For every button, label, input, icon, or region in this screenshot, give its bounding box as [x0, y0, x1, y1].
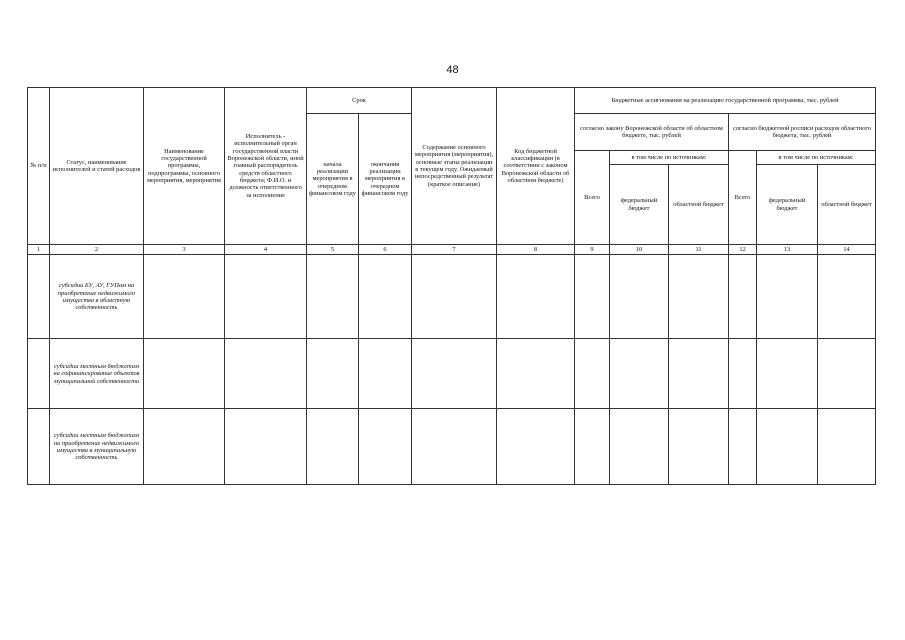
table-cell	[575, 409, 610, 485]
column-number: 11	[669, 245, 729, 255]
table-cell	[610, 255, 669, 339]
table-cell	[225, 409, 307, 485]
row-number-cell	[28, 409, 50, 485]
table-cell	[818, 255, 876, 339]
header-by-law: согласно закону Воронежской области об областном бюджете, тыс. рублей	[575, 114, 729, 151]
table-cell	[412, 339, 497, 409]
table-cell	[359, 409, 412, 485]
row-status: субсидии местным бюджетам на софинансирование объектов муниципальной собственности	[50, 339, 144, 409]
column-number: 4	[225, 245, 307, 255]
row-status: субсидии БУ, АУ, ГУПам на приобретение недвижимого имущества в областную собственность	[50, 255, 144, 339]
table-cell	[818, 339, 876, 409]
table-cell	[307, 409, 359, 485]
header-start: начала реализации мероприятия в очередном финансовом году	[307, 114, 359, 245]
column-number: 14	[818, 245, 876, 255]
table-cell	[225, 339, 307, 409]
table-cell	[307, 339, 359, 409]
table-cell	[610, 339, 669, 409]
header-status: Статус, наименование исполнителей и статей расходов	[50, 88, 144, 245]
row-number-cell	[28, 255, 50, 339]
column-number: 6	[359, 245, 412, 255]
column-number: 2	[50, 245, 144, 255]
table-cell	[757, 339, 818, 409]
header-total-list: Всего	[729, 151, 757, 245]
column-number: 9	[575, 245, 610, 255]
header-budget-code: Код бюджетной классификации (в соответствии с законом Воронежской области об областном бюджете)	[497, 88, 575, 245]
table-cell	[575, 255, 610, 339]
table-row	[28, 339, 876, 409]
table-cell	[497, 339, 575, 409]
table-cell	[729, 255, 757, 339]
table-cell	[818, 409, 876, 485]
table-cell	[497, 409, 575, 485]
table-cell	[669, 409, 729, 485]
header-end: окончания реализации мероприятия в очередном финансовом году	[359, 114, 412, 245]
header-row-1	[28, 88, 876, 114]
column-number: 3	[144, 245, 225, 255]
table-cell	[575, 339, 610, 409]
table-cell	[757, 255, 818, 339]
table-cell	[144, 339, 225, 409]
table-cell	[729, 339, 757, 409]
table-cell	[359, 255, 412, 339]
table-cell	[412, 409, 497, 485]
table-cell	[225, 255, 307, 339]
column-number-row	[28, 245, 876, 255]
header-row-number: № п/п	[28, 88, 50, 245]
table-cell	[359, 339, 412, 409]
table-cell	[497, 255, 575, 339]
header-by-list: согласно бюджетной росписи расходов областного бюджета, тыс. рублей	[729, 114, 876, 151]
row-number-cell	[28, 339, 50, 409]
table-cell	[669, 339, 729, 409]
table-cell	[729, 409, 757, 485]
column-number: 1	[28, 245, 50, 255]
column-number: 7	[412, 245, 497, 255]
table-cell	[610, 409, 669, 485]
row-status: субсидии местным бюджетам на приобретение недвижимого имущества в муниципальную собственность	[50, 409, 144, 485]
table-cell	[757, 409, 818, 485]
page-number: 48	[446, 64, 459, 76]
column-number: 12	[729, 245, 757, 255]
header-term: Срок	[307, 88, 412, 114]
header-program-name: Наименование государственной программы, подпрограммы, основного мероприятия, мероприятия	[144, 88, 225, 245]
column-number: 13	[757, 245, 818, 255]
header-total-law: Всего	[575, 151, 610, 245]
table-cell	[144, 255, 225, 339]
header-federal-list: федеральный бюджет	[757, 165, 818, 245]
table-cell	[144, 409, 225, 485]
header-regional-law: областной бюджет	[669, 165, 729, 245]
table-row	[28, 409, 876, 485]
table-row	[28, 255, 876, 339]
budget-table	[27, 87, 876, 485]
column-number: 10	[610, 245, 669, 255]
header-regional-list: областной бюджет	[818, 165, 876, 245]
column-number: 8	[497, 245, 575, 255]
header-federal-law: федеральный бюджет	[610, 165, 669, 245]
header-content: Содержание основного мероприятия (мероприятия), основные этапы реализации в текущем году. Ожидаемый непосредственный результат (краткое описание)	[412, 88, 497, 245]
column-number: 5	[307, 245, 359, 255]
table-cell	[669, 255, 729, 339]
header-sources-list: в том числе по источникам:	[757, 151, 876, 165]
table-cell	[307, 255, 359, 339]
header-executor: Исполнитель - исполнительный орган государственной власти Воронежской области, иной главный распорядитель средств областного бюджета; Ф.И.О. и должность ответственного за исполнение	[225, 88, 307, 245]
table-cell	[412, 255, 497, 339]
header-budget-assignments: Бюджетные ассигнования на реализацию государственной программы, тыс. рублей	[575, 88, 876, 114]
header-sources-law: в том числе по источникам:	[610, 151, 729, 165]
